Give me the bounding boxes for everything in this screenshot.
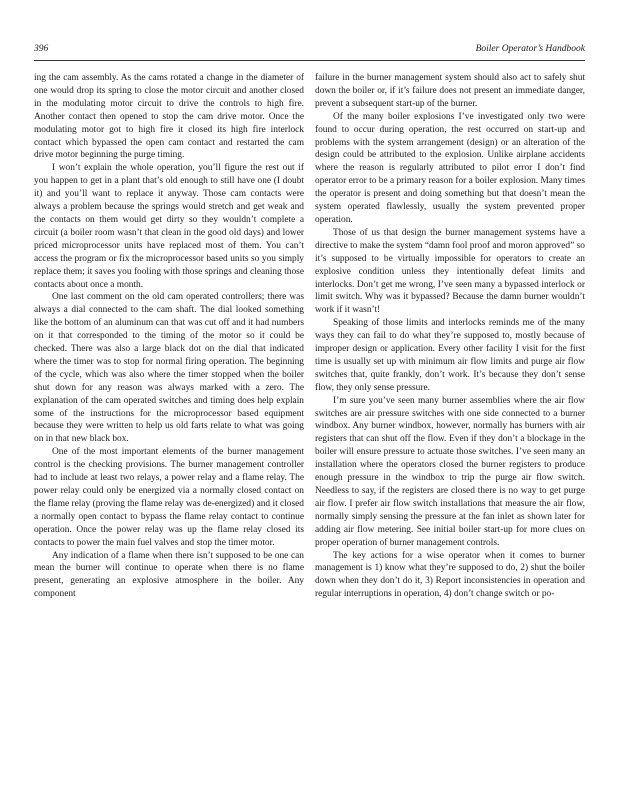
paragraph: One of the most important elements of the burner management control is the checking provisions. The burner management controller had to include at least two relays, a power relay and a flame relay. The power relay could only be energized via a normally closed contact on the flame relay (proving the flame relay was de-energized) and it closed a normally open contact to bypass the flame relay contact to continue operation. Once the power relay was up the flame relay closed its contacts to power the main fuel valves and stop the timer motor.: [34, 447, 304, 548]
left-column: [34, 72, 304, 601]
paragraph: I’m sure you’ve seen many burner assemblies where the air flow switches are air pressure switches with one side connected to a burner windbox. Any burner windbox, however, normally has burners with air registers that can shut off the flow. Even if they don’t a blockage in the boiler will ensure pressure to actuate those switches. I’ve seen many an installation where the operators closed the burner registers to produce enough pressure in the windbox to trip the purge air flow switch. Needless to say, if the registers are closed there is no way to get purge air flow. I prefer air flow switch installations that measure the air flow, normally simply sensing the pressure at the fan inlet as shown later for adding air flow metering. See initial boiler start-up for more clues on proper operation of burner management controls.: [315, 395, 585, 548]
paragraph: I won’t explain the whole operation, you’ll figure the rest out if you happen to get in a plant that’s old enough to still have one (I doubt it) and you’ll want to replace it anyway. Those cam contacts were always a problem because the springs would stretch and get weak and the contacts on them would get dirty so they wouldn’t complete a circuit (a boiler room wasn’t that clean in the good old days) and lower priced microprocessor units have replaced most of them. You can’t access the program or fix the microprocessor based units so you simply replace them; it saves you fooling with those springs and cleaning those contacts about once a month.: [34, 163, 304, 290]
paragraph: failure in the burner management system should also act to safely shut down the boiler or, if it’s failure does not present an immediate danger, prevent a subsequent start-up of the burner.: [315, 73, 585, 109]
paragraph: Any indication of a flame when there isn’t supposed to be one can mean the burner will continue to operate when there is no flame present, generating an explosive atmosphere in the boiler. Any component: [34, 550, 304, 600]
right-column: [315, 72, 585, 601]
page-number: 396: [34, 44, 49, 54]
book-title: Boiler Operator’s Handbook: [475, 44, 585, 54]
paragraph: ing the cam assembly. As the cams rotated a change in the diameter of one would drop its spring to close the motor circuit and another closed in the modulating motor circuit to drive the controls to high fire. Another contact then opened to stop the cam drive motor. Once the modulating motor got to high fire it closed its high fire interlock contact which bypassed the open cam contact and restarted the cam drive motor beginning the purge timing.: [34, 73, 304, 161]
paragraph: Of the many boiler explosions I’ve investigated only two were found to occur during operation, the rest occurred on start-up and problems with the system arrangement (design) or an alteration of the design could be attributed to the explosion. Unlike airplane accidents where the reason is regularly attributed to pilot error I don’t find operator error to be a primary reason for a boiler explosion. Many times the operator is present and doing something but that doesn’t mean the system operated flawlessly, usually the system prevented proper operation.: [315, 111, 585, 225]
paragraph: Speaking of those limits and interlocks reminds me of the many ways they can fail to do what they’re supposed to, mostly because of improper design or application. Every other facility I visit for the first time is usually set up with minimum air flow limits and purge air flow switches that, quite frankly, don’t work. It’s because they don’t sense flow, they only sense pressure.: [315, 318, 585, 393]
header-rule: [34, 60, 585, 61]
paragraph: Those of us that design the burner management systems have a directive to make the system “damn fool proof and moron approved” so it’s supposed to be virtually impossible for operators to create an explosive condition unless they intentionally defeat limits and interlocks. Don’t get me wrong, I’ve seen many a bypassed interlock or limit switch. Why was it bypassed? Because the damn burner wouldn’t work if it wasn’t!: [315, 227, 585, 316]
paragraph: One last comment on the old cam operated controllers; there was always a dial connected to the cam shaft. The dial looked something like the bottom of an aluminum can that was cut off and it had numbers on it that corresponded to the timing of the motor so it could be checked. There was also a large black dot on the dial that indicated where the timer was to stop for normal firing operation. The beginning of the cycle, which was also where the timer stopped when the boiler shut down for any reason was always marked with a zero. The explanation of the cam operated switches and timing does help explain some of the instructions for the microprocessor based equipment because they were written to help us old farts relate to what was going on in that new black box.: [34, 292, 304, 445]
paragraph: The key actions for a wise operator when it comes to burner management is 1) know what they’re supposed to do, 2) shut the boiler down when they don’t do it, 3) Report inconsistencies in operation and regular interruptions in operation, 4) don’t change switch or po-: [315, 550, 585, 600]
running-header: [34, 44, 585, 58]
